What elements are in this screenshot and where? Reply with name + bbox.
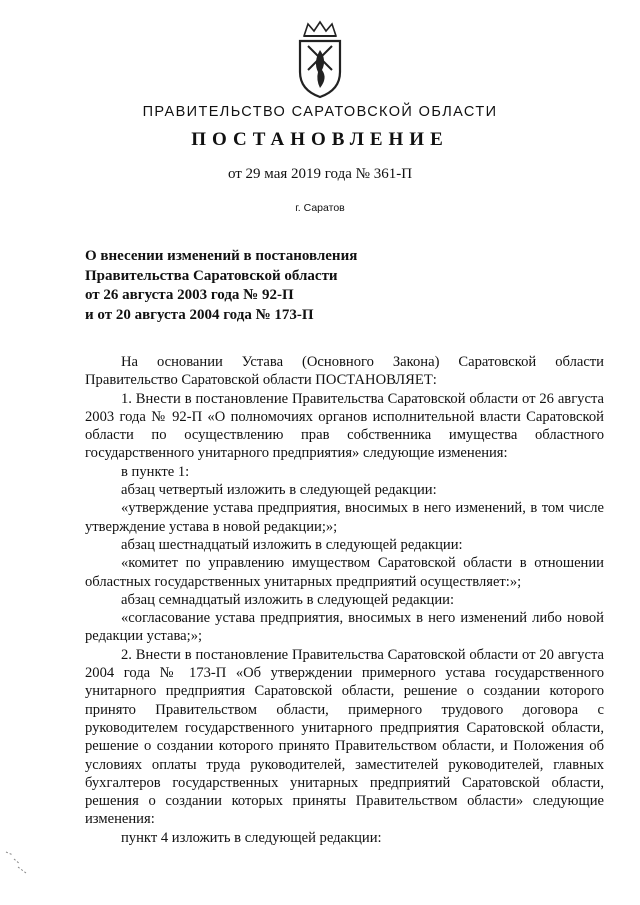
quoted-paragraph: «комитет по управлению имуществом Саратовской области в отношении областных государственных унитарных предприятий осуществляет:»; xyxy=(85,555,604,590)
item-1-paragraph: 1. Внести в постановление Правительства Саратовской области от 26 августа 2003 года № 92-П «О полномочиях органов исполнительной власти Саратовской области по осуществлению прав собственника имущества областного государственного унитарного предприятия» следующие изменения: xyxy=(85,390,604,462)
subitem-paragraph: абзац семнадцатый изложить в следующей редакции: xyxy=(121,591,455,608)
subitem-paragraph: абзац четвертый изложить в следующей редакции: xyxy=(121,482,437,499)
government-name: ПРАВИТЕЛЬСТВО САРАТОВСКОЙ ОБЛАСТИ xyxy=(142,104,498,120)
title-line: от 26 августа 2003 года № 92-П xyxy=(85,287,294,303)
subitem-paragraph: в пункте 1: xyxy=(121,463,190,480)
scan-mark xyxy=(4,848,32,876)
preamble-paragraph: На основании Устава (Основного Закона) Саратовской области Правительство Саратовской области ПОСТАНОВЛЯЕТ: xyxy=(85,354,604,389)
quoted-paragraph: «утверждение устава предприятия, вносимых в него изменений, в том числе утверждение устава в новой редакции;»; xyxy=(85,500,604,535)
document-title xyxy=(85,247,357,325)
saratov-coat-of-arms-icon xyxy=(294,20,346,100)
title-line: Правительства Саратовской области xyxy=(85,267,338,284)
subitem-paragraph: пункт 4 изложить в следующей редакции: xyxy=(121,829,382,846)
title-line: и от 20 августа 2004 года № 173-П xyxy=(85,306,314,323)
item-2-paragraph: 2. Внести в постановление Правительства Саратовской области от 20 августа 2004 года № 173-П «Об утверждении примерного устава государственного унитарного предприятия Саратовской области, решение о создании которого принято Правительством области, примерного трудового договора с руководителем государственного унитарного предприятия Саратовской области, решение о создании которого принято Правительством области, и Положения об условиях оплаты труда руководителей, заместителей руководителей, главных бухгалтеров государственных унитарных предприятий Саратовской области, решения о создании которых приняты Правительством области» следующие изменения: xyxy=(85,646,604,828)
title-line: О внесении изменений в постановления xyxy=(85,248,358,264)
subitem-paragraph: абзац шестнадцатый изложить в следующей редакции: xyxy=(121,536,463,553)
quoted-paragraph: «согласование устава предприятия, вносимых в него изменений либо новой редакции устава;»; xyxy=(85,610,604,645)
document-type: ПОСТАНОВЛЕНИЕ xyxy=(191,129,449,150)
document-body xyxy=(85,353,604,847)
document-city: г. Саратов xyxy=(295,202,345,214)
document-date-number: от 29 мая 2019 года № 361-П xyxy=(227,166,413,182)
